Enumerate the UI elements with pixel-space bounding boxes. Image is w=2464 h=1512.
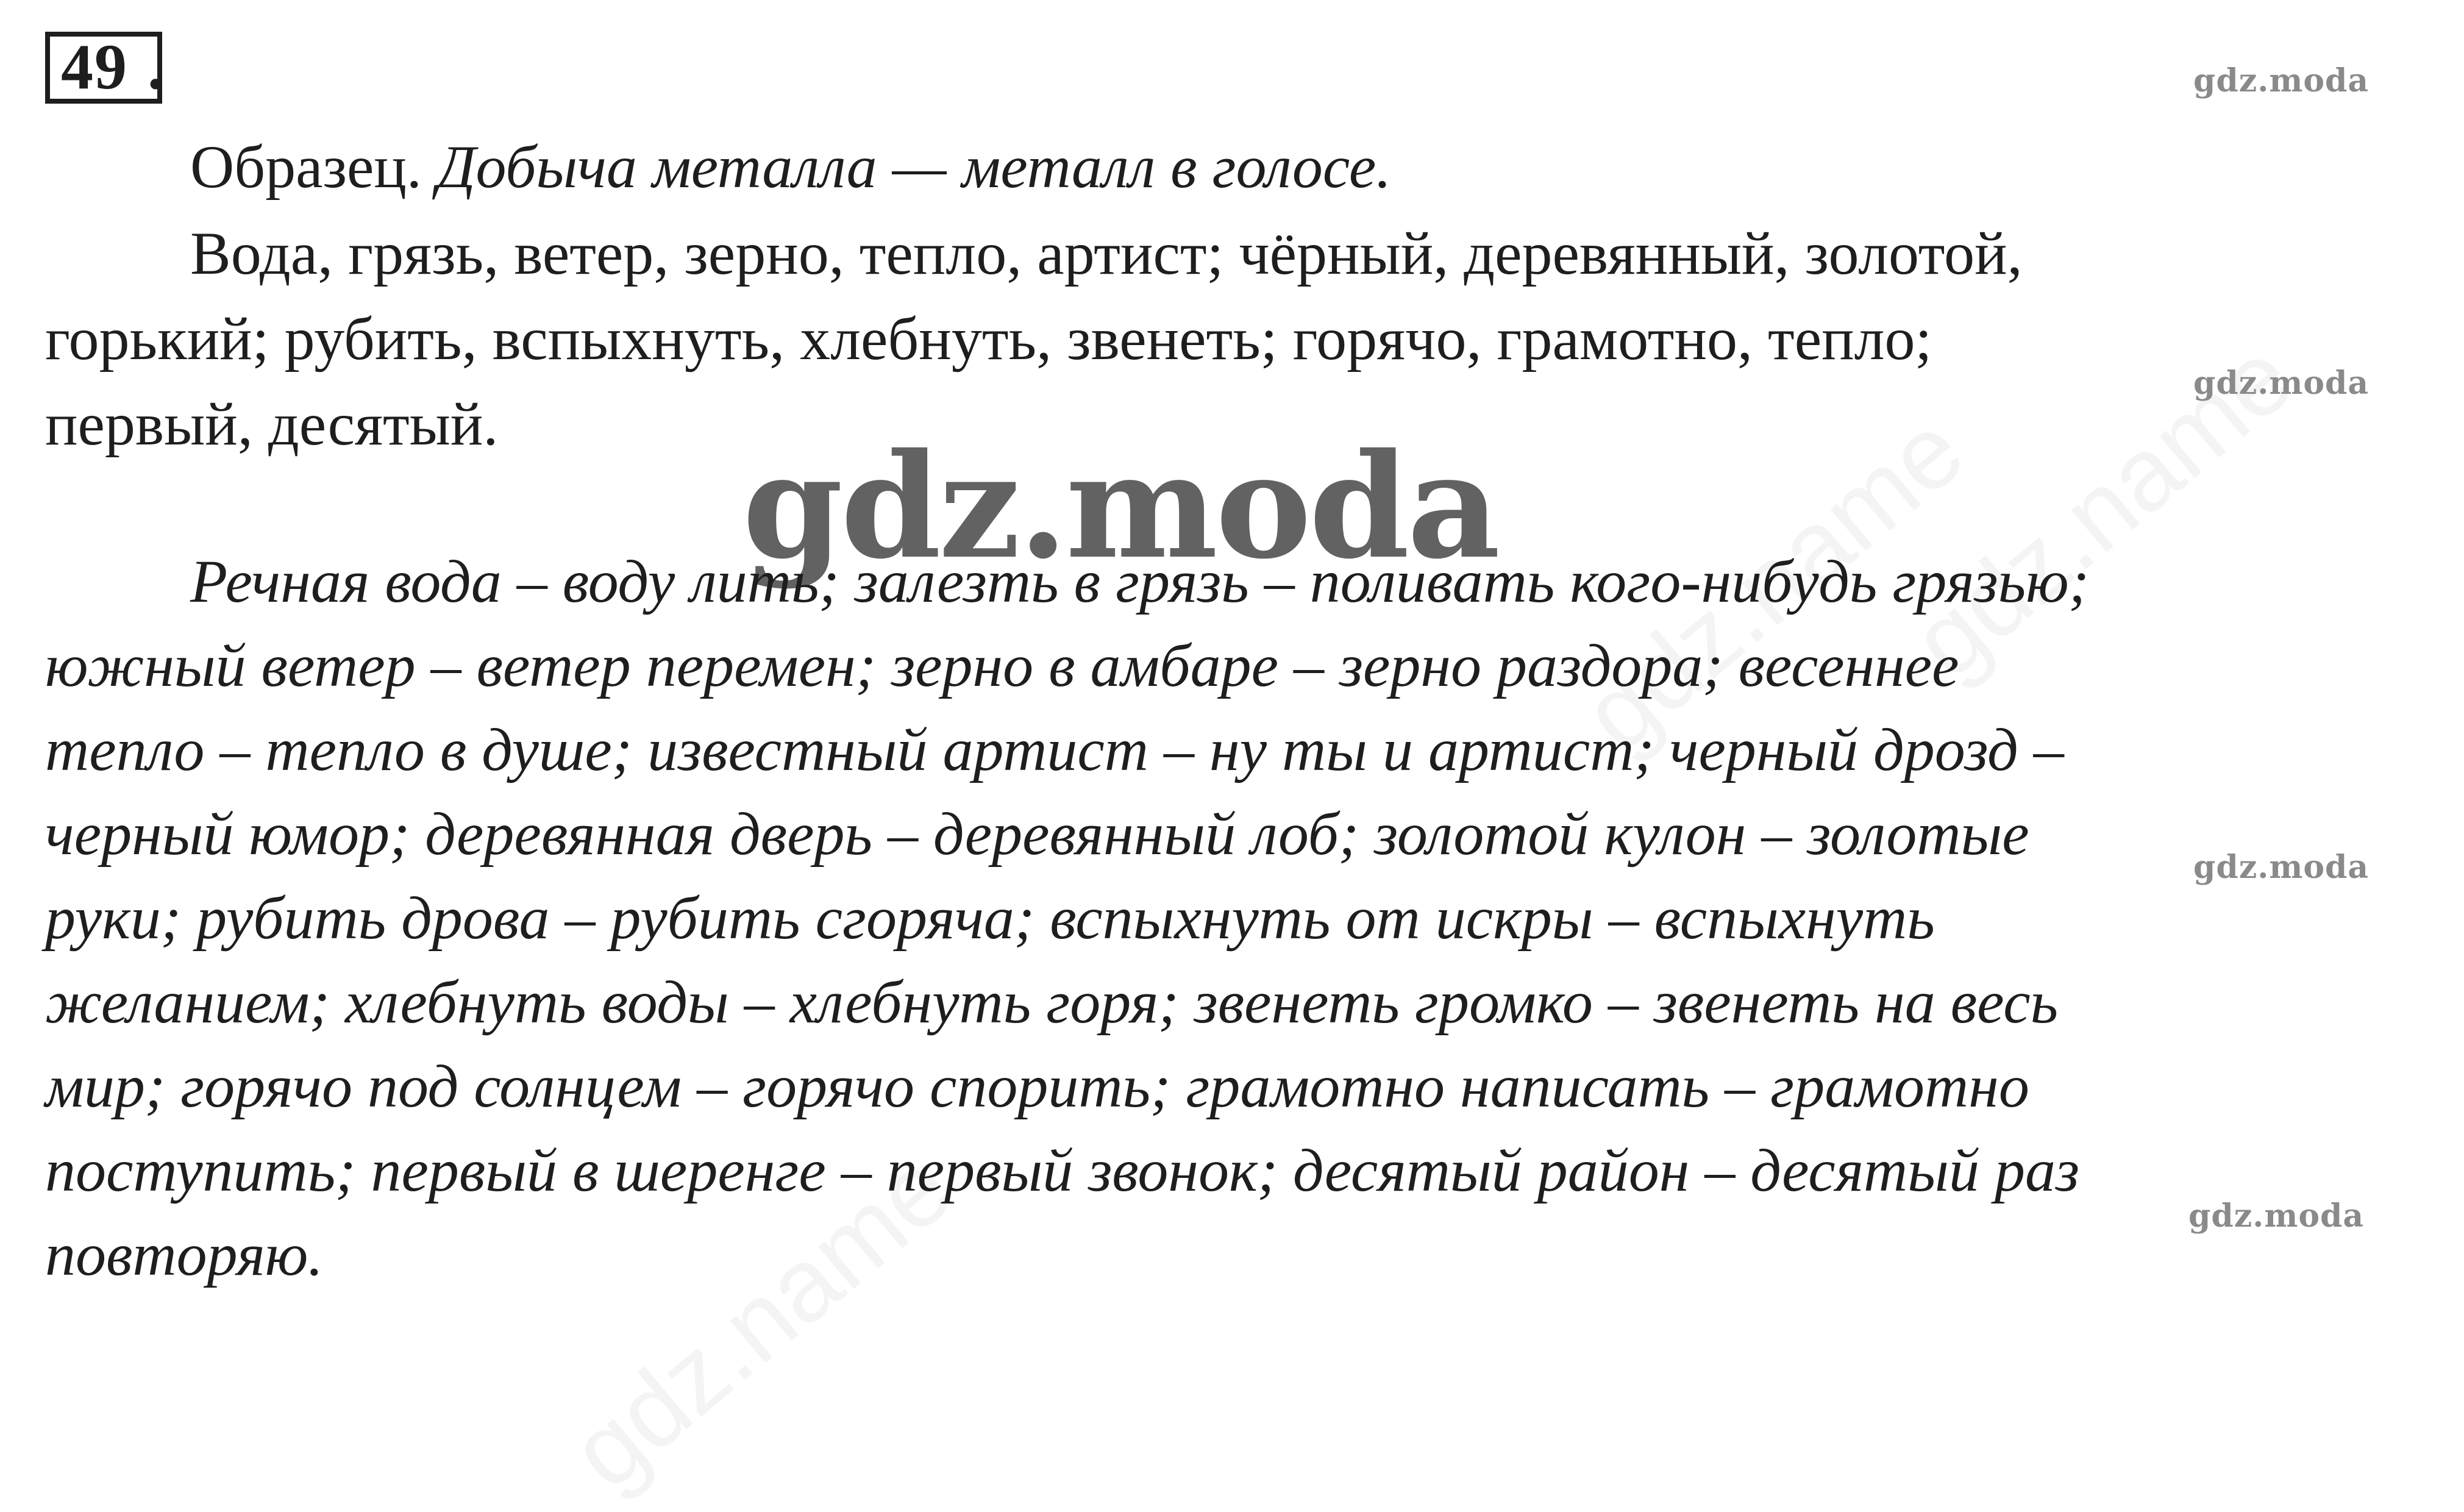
exercise-number-dot: . (148, 31, 164, 102)
answer-line: поступить; первый в шеренге – первый звонок; десятый район – десятый раз (45, 1136, 2080, 1204)
answer-line: руки; рубить дрова – рубить сгоряча; вспыхнуть от искры – вспыхнуть (45, 884, 1935, 952)
answer-line: повторяю. (45, 1221, 324, 1288)
watermark-logo-small: gdz.moda (2188, 1197, 2365, 1235)
sample-line (190, 130, 1391, 204)
task-line: горький; рубить, вспыхнуть, хлебнуть, звенеть; горячо, грамотно, тепло; (45, 305, 1932, 373)
answer-line: желанием; хлебнуть воды – хлебнуть горя; звенеть громко – звенеть на весь (45, 968, 2059, 1036)
answer-line: черный юмор; деревянная дверь – деревянный лоб; золотой кулон – золотые (45, 800, 2029, 868)
task-line: Вода, грязь, ветер, зерно, тепло, артист; чёрный, деревянный, золотой, (190, 219, 2023, 287)
watermark-logo-small: gdz.moda (2193, 62, 2370, 99)
task-line: первый, десятый. (45, 390, 499, 458)
sample-label: Образец. (190, 133, 422, 201)
answer-line: мир; горячо под солнцем – горячо спорить; грамотно написать – грамотно (45, 1052, 2029, 1120)
watermark-logo-large: gdz.moda (742, 421, 1498, 591)
watermark-logo-small: gdz.moda (2193, 365, 2370, 402)
exercise-number: 49 (61, 31, 128, 102)
answer-line: тепло – тепло в душе; известный артист – ну ты и артист; черный дрозд – (45, 716, 2064, 783)
answer-line: южный ветер – ветер перемен; зерно в амбаре – зерно раздора; весеннее (45, 632, 1959, 699)
watermark-logo-small: gdz.moda (2193, 849, 2370, 886)
sample-text: Добыча металла — металл в голосе. (436, 133, 1392, 201)
answer-line: Речная вода – воду лить; залезть в грязь – поливать кого-нибудь грязью; (190, 547, 2089, 615)
